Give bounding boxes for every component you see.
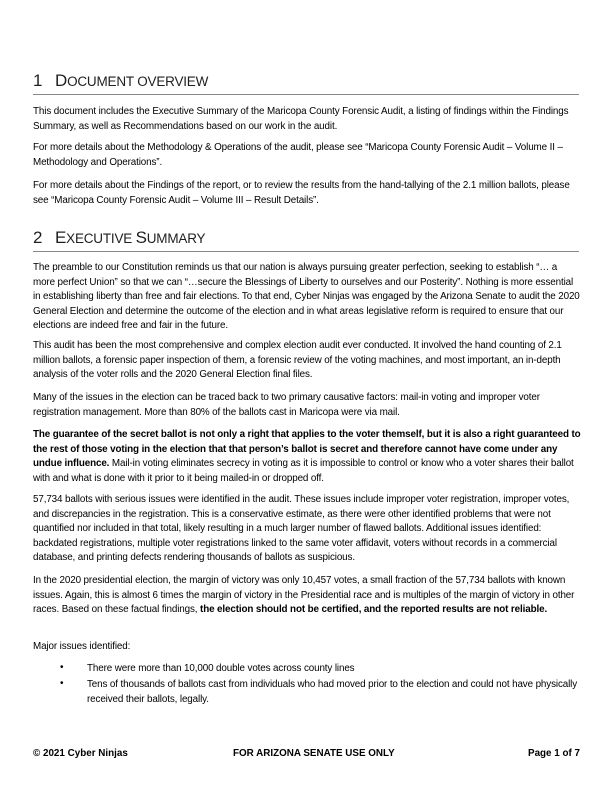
section-2-title-initial-b: S xyxy=(135,228,147,247)
bullet-item-1: There were more than 10,000 double votes across county lines xyxy=(87,663,355,674)
bullet-item-2: Tens of thousands of ballots cast from individuals who had moved prior to the election and could not have physically received their ballots, legally. xyxy=(87,679,578,705)
section-2-paragraph-1: The preamble to our Constitution reminds us that our nation is always pursuing greater perfection, seeking to establish “… a more perfect Union” so that we can “…secure the Blessings of Liberty to ourselves and our Posterity”. Nothing is more essential in establishing liberty than free and fair elections. To that end, Cyber Ninjas was engaged by the Arizona Senate to audit the 2020 General Election and determine the outcome of the election and in what areas legislative reform is required to ensure that our elections are indeed free and fair in the future. xyxy=(33,262,580,332)
section-2-paragraph-6-text: In the 2020 presidential election, the margin of victory was only 10,457 votes, a small fraction of the 57,734 ballots with known issues. Again, this is almost 6 times the margin of victory in the Presidential race and is multiples of the margin of victory in other races. Based on these factual findings, xyxy=(33,575,575,616)
section-1-heading xyxy=(33,71,208,92)
section-1-rule xyxy=(33,94,579,95)
section-2-paragraph-4-rest: Mail-in voting eliminates secrecy in voting as it is impossible to control or know who a voter shares their ballot with and what is done with it prior to it being mailed-in or dropped off. xyxy=(33,458,574,484)
section-1-number: 1 xyxy=(33,71,43,90)
section-2-paragraph-6 xyxy=(33,574,581,618)
section-2-heading xyxy=(33,228,205,249)
section-1-title-initial: D xyxy=(55,71,68,90)
bullet-icon: • xyxy=(60,678,64,689)
section-2-paragraph-5: 57,734 ballots with serious issues were identified in the audit. These issues include improper voter registration, improper votes, and discrepancies in the registration. This is a conservative estimate, as there were other identified problems that were not quantified nor included in that total, likely resulting in a much larger number of flawed ballots. Additional issues identified: backdated registrations, multiple voter registrations linked to the same voter affidavit, voters without records in a commercial database, and printing defects rendering thousands of ballots as suspicious. xyxy=(33,494,570,564)
footer-page-number: Page 1 of 7 xyxy=(528,748,580,759)
certification-conclusion-emphasis: the election should not be certified, and the reported results are not reliable. xyxy=(200,604,548,616)
footer-classification: FOR ARIZONA SENATE USE ONLY xyxy=(233,748,395,759)
section-1-paragraph-1: This document includes the Executive Summary of the Maricopa County Forensic Audit, a listing of findings within the Findings Summary, as well as Recommendations based on our work in the audit. xyxy=(33,106,569,132)
section-2-paragraph-3: Many of the issues in the election can be traced back to two primary causative factors: mail-in voting and improper voter registration management. More than 80% of the ballots cast in Maricopa were via mail. xyxy=(33,392,540,418)
section-2-number: 2 xyxy=(33,228,43,247)
bullet-icon: • xyxy=(60,662,64,673)
major-issues-label: Major issues identified: xyxy=(33,641,131,652)
section-2-rule xyxy=(33,251,579,252)
section-2-title-rest-a: XECUTIVE xyxy=(66,231,136,246)
secret-ballot-emphasis: The guarantee of the secret ballot is not only a right that applies to the voter themself, but it is also a right guaranteed to the rest of those voting in the election that that person’s ballot is secret and therefore cannot have come under any undue influence. xyxy=(33,429,581,470)
section-1-paragraph-3: For more details about the Findings of the report, or to review the results from the hand-tallying of the 2.1 million ballots, please see “Maricopa County Forensic Audit – Volume III – Result Details”. xyxy=(33,180,570,206)
section-1-paragraph-2: For more details about the Methodology & Operations of the audit, please see “Maricopa County Forensic Audit – Volume II – Methodology and Operations”. xyxy=(33,142,563,168)
section-2-paragraph-4 xyxy=(33,428,581,486)
section-1-title-rest: OCUMENT OVERVIEW xyxy=(67,74,209,89)
footer-copyright: © 2021 Cyber Ninjas xyxy=(33,748,128,759)
section-2-paragraph-2: This audit has been the most comprehensive and complex election audit ever conducted. It involved the hand counting of 2.1 million ballots, a forensic paper inspection of them, a forensic review of the voting machines, and most important, an in-depth analysis of the voter rolls and the 2020 General Election final files. xyxy=(33,340,562,381)
section-2-title-rest-b: UMMARY xyxy=(146,231,206,246)
section-2-title-initial-a: E xyxy=(55,228,67,247)
